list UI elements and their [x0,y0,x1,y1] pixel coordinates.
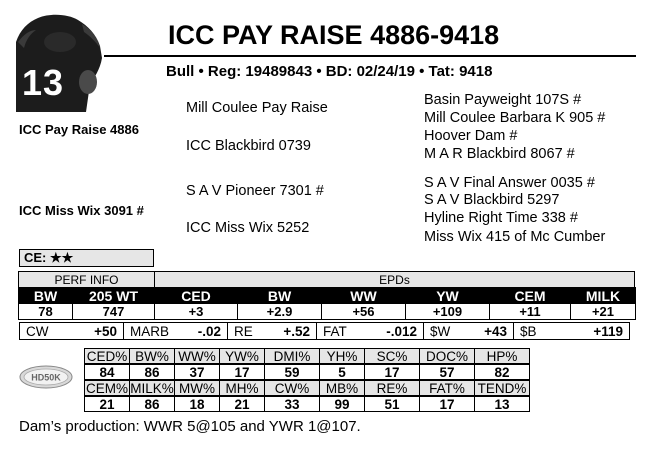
econ-label: $W [430,323,451,339]
epd-col-header: MILK [570,287,636,304]
econ-cw [19,322,124,340]
econ-value: +43 [484,323,507,339]
econ-label: $B [520,323,537,339]
genomic-header: YH% [319,348,365,364]
genomic-header: BW% [129,348,175,364]
econ-re [227,322,317,340]
epd-value: 78 [18,303,73,320]
calving-ease-stars: ★★ [50,250,74,265]
genomic-value: 82 [474,364,530,380]
genomic-header: FAT% [419,380,475,396]
epd-value: +21 [570,303,636,320]
registration-line: Bull • Reg: 19489843 • BD: 02/24/19 • Tat: 9418 [166,63,493,80]
economic-indexes [19,322,630,340]
genomic-header: DOC% [419,348,475,364]
genomic-header: CEM% [85,381,128,396]
epd-col-header: YW [405,287,490,304]
genomic-header: CED% [84,348,130,364]
genomic-value: 18 [174,396,220,412]
genomic-value: 59 [264,364,320,380]
genomic-value: 21 [84,396,130,412]
econ-w-index [423,322,514,340]
econ-b-index [513,322,630,340]
genomic-header: MILK% [130,381,174,396]
econ-label: CW [26,323,49,339]
page-title: ICC PAY RAISE 4886-9418 [168,20,500,50]
pedigree-dam-dam: ICC Miss Wix 5252 [186,220,310,236]
epd-col-header: CED [154,287,238,304]
hd50k-logo [19,365,73,389]
epd-col-header: WW [321,287,406,304]
pedigree-sire: ICC Pay Raise 4886 [19,122,139,137]
genomic-value: 17 [419,396,475,412]
epd-col-header: BW [237,287,322,304]
genomic-value: 17 [364,364,420,380]
title-divider [104,55,636,57]
econ-label: RE [234,323,253,339]
genomic-value: 57 [419,364,475,380]
pedigree-sire-sire: Mill Coulee Pay Raise [186,100,328,116]
genomic-percentile-table [84,349,636,413]
epd-value: +11 [489,303,571,320]
epd-value: +56 [321,303,406,320]
genomic-header: CW% [264,380,320,396]
calving-ease-box [19,249,154,267]
epd-col-header: BW [18,287,73,304]
lot-number: 13 [22,62,65,103]
genomic-value: 33 [264,396,320,412]
econ-value: +119 [593,323,623,339]
epd-value: +2.9 [237,303,322,320]
epd-col-header: CEM [489,287,571,304]
pedigree-ggp: M A R Blackbird 8067 # [424,146,575,162]
genomic-value: 86 [129,396,175,412]
econ-label: FAT [323,323,347,339]
epd-col-header: 205 WT [72,287,155,304]
genomic-header-row [84,381,530,396]
epd-value: +109 [405,303,490,320]
hd50k-logo-text: HD50K [31,372,61,383]
genomic-value: 5 [319,364,365,380]
genomic-value: 99 [319,396,365,412]
genomic-value: 37 [174,364,220,380]
genomic-header: MB% [319,380,365,396]
genomic-header: TEND% [474,380,530,396]
pedigree-ggp: S A V Final Answer 0035 # [424,175,595,191]
genomic-value: 86 [129,364,175,380]
genomic-value: 84 [84,364,130,380]
genomic-header: MH% [219,380,265,396]
genomic-header: HP% [474,348,530,364]
pedigree-dam: ICC Miss Wix 3091 # [19,203,144,218]
epd-header: EPDs [154,271,635,288]
pedigree-ggp: Basin Payweight 107S # [424,92,582,108]
genomic-header-row [84,349,530,364]
econ-label: MARB [130,323,170,339]
perf-info-header: PERF INFO [18,271,155,288]
pedigree-ggp: S A V Blackbird 5297 [424,192,560,208]
pedigree-ggp: Miss Wix 415 of Mc Cumber [424,229,606,245]
econ-value: +.52 [283,323,310,339]
genomic-value: 13 [474,396,530,412]
genomic-value-row [84,397,530,412]
pedigree-dam-sire: S A V Pioneer 7301 # [186,183,324,199]
epd-value: 747 [72,303,155,320]
epd-table [19,272,635,344]
econ-value: -.02 [197,323,221,339]
genomic-value-row [84,365,530,380]
genomic-header: DMI% [264,348,320,364]
econ-marb [123,322,228,340]
genomic-header: RE% [364,380,420,396]
epd-value: +3 [154,303,238,320]
genomic-value: 51 [364,396,420,412]
calving-ease-label: CE: [24,250,47,265]
genomic-value: 17 [219,364,265,380]
pedigree-ggp: Mill Coulee Barbara K 905 # [424,110,606,126]
genomic-header: YW% [219,348,265,364]
pedigree-ggp: Hyline Right Time 338 # [424,210,578,226]
genomic-header: WW% [174,348,220,364]
pedigree-ggp: Hoover Dam # [424,128,518,144]
pedigree-sire-dam: ICC Blackbird 0739 [186,138,311,154]
dam-production-note: Dam’s production: WWR 5@105 and YWR 1@107. [19,418,361,435]
econ-value: +50 [94,323,117,339]
genomic-value: 21 [219,396,265,412]
econ-fat [316,322,424,340]
genomic-header: MW% [174,380,220,396]
genomic-header: SC% [364,348,420,364]
econ-value: -.012 [386,323,417,339]
